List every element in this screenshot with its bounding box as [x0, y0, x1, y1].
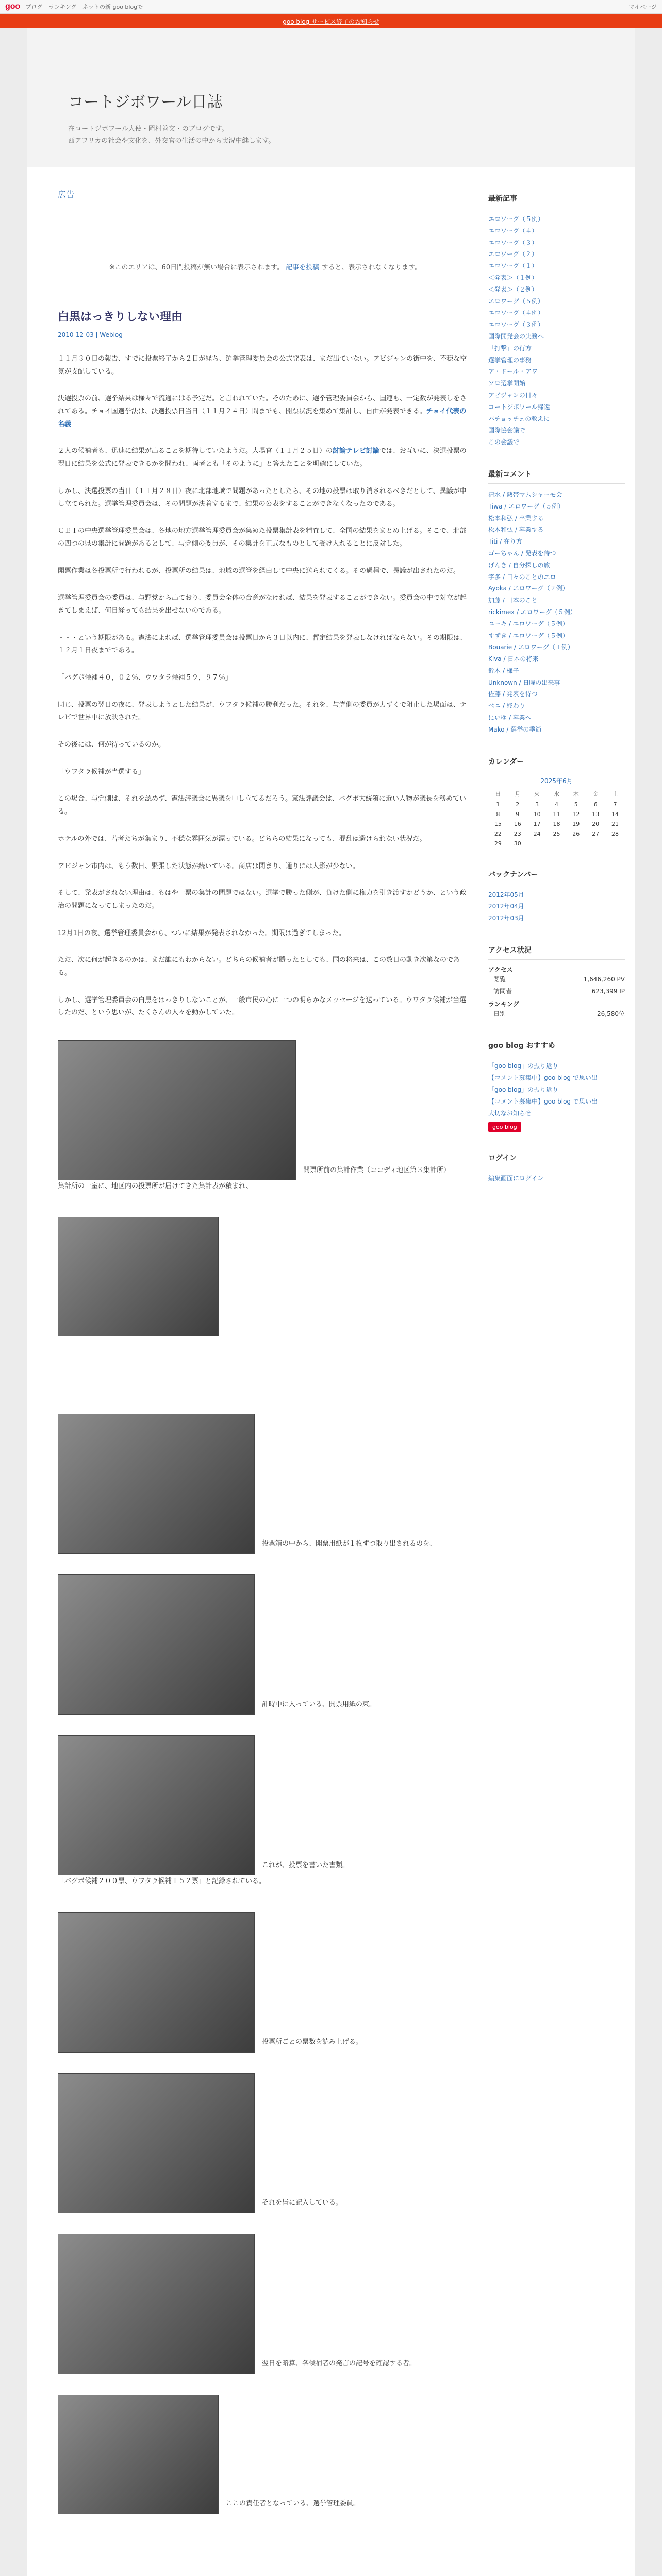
- post-paragraph: ホテルの外では、若者たちが集まり、不穏な雰囲気が漂っている。どちらの結果になっても、混乱は避けられない状況だ。: [58, 835, 426, 843]
- access-value: 1,646,260 PV: [583, 976, 625, 984]
- comment-item[interactable]: 松本和弘 / 卒業する: [488, 514, 544, 522]
- calendar-day: [527, 839, 547, 849]
- post-paragraph: ただ、次に何が起きるのかは、まだ誰にもわからない。どちらの候補者が勝ったとしても、国の将来は、この数日の動き次第なのである。: [58, 956, 460, 977]
- photo-image[interactable]: [58, 2395, 219, 2514]
- calendar-day: [547, 839, 567, 849]
- calendar-day: 28: [611, 830, 619, 837]
- post-paragraph: しかし、決選投票の当日（１１月２８日）夜に北部地域で問題があったとしたら、その地の投票は取り消されるべきだとして、異議が申し立てられた。選挙管理委員会は、その問題が決着するまで、結果の公表をすることができなくなったのである。: [58, 487, 467, 508]
- calendar-day: 20: [592, 820, 600, 827]
- calendar-weekday: 火: [534, 790, 540, 798]
- calendar-title: カレンダー: [488, 756, 625, 771]
- blog-description: [68, 123, 615, 147]
- calendar-day: 14: [611, 810, 619, 818]
- top-link-2[interactable]: ランキング: [48, 4, 77, 10]
- rank-value: 26,580位: [597, 1010, 625, 1018]
- recent-posts-list: [488, 213, 625, 448]
- post-paragraph: 同じ、投票の翌日の夜に、発表しようとした結果が、ウワタラ候補の勝利だった。それを、与党側の委員が力ずくで阻止した場面は、テレビで世界中に放映された。: [58, 701, 467, 722]
- backnumber-item[interactable]: 2012年04月: [488, 903, 524, 910]
- calendar-day: 2: [516, 801, 520, 808]
- photo-caption: 投票所ごとの票数を読み上げる。: [262, 2038, 363, 2046]
- post-paragraph: １１月３０日の報告、すでに投票終了から２日が経ち、選挙管理委員会の公式発表は、まだ出ていない。アビジャンの街中を、不穏な空気が支配している。: [58, 355, 467, 376]
- recent-post-item[interactable]: エロワーグ（２）: [488, 250, 538, 258]
- ranking-row: [488, 1008, 625, 1020]
- calendar-weekday: 土: [612, 790, 618, 798]
- top-bar: [0, 0, 662, 14]
- photo-image[interactable]: [58, 1040, 296, 1180]
- calendar-day: 26: [572, 830, 580, 837]
- calendar-day: 23: [514, 830, 521, 837]
- post-paragraph: 「ウワタラ候補が当選する」: [58, 768, 145, 776]
- access-row: [488, 986, 625, 997]
- recent-post-item[interactable]: エロワーグ（３）: [488, 239, 538, 246]
- recent-comments-block: [488, 469, 625, 736]
- comment-item[interactable]: ゴーちゃん / 発表を待つ: [488, 549, 556, 557]
- photo-row: [58, 1217, 473, 1336]
- post-paragraph: そして、発表がされない理由は、もはや一票の集計の問題ではない。選挙で勝った側が、負けた側に権力を引き渡すかどうか、という政治の問題になってしまったのだ。: [58, 889, 467, 910]
- post-highlight: チョイ代表の名義: [58, 408, 467, 428]
- recent-post-item[interactable]: 国際開発会の実務へ: [488, 332, 544, 340]
- post-article-link[interactable]: 記事を投稿: [286, 264, 320, 272]
- photo-row: [58, 2395, 473, 2514]
- post-title[interactable]: 白黒はっきりしない理由: [58, 311, 183, 324]
- post-paragraph-text: 決選投票の前、選挙結果は様々で流通にはる予定だ。と言われていた。そのために、選挙管理委員会から、国連も、一定数が発表しをされてある。チョイ国選挙法は、決選投票日当日（１１月２４日）間までも、開票状況を集めて集計し、自由が発表できる。: [58, 395, 467, 416]
- calendar-day: 27: [592, 830, 600, 837]
- calendar-day: 29: [494, 840, 502, 847]
- recent-post-item[interactable]: エロワーグ（３例）: [488, 321, 544, 329]
- calendar-month: 2025年6月: [540, 777, 573, 785]
- goo-recommend-block: [488, 1040, 625, 1132]
- backnumber-title: バックナンバー: [488, 869, 625, 884]
- post-inline-link[interactable]: 討論テレビ討論: [333, 447, 379, 455]
- top-link-1[interactable]: ブログ: [25, 4, 43, 10]
- backnumber-block: [488, 869, 625, 924]
- calendar-day: 13: [592, 810, 600, 818]
- blog-desc-line2: 西アフリカの社会や文化を、外交官の生活の中から実況中継します。: [68, 137, 275, 145]
- calendar-day: [586, 839, 605, 849]
- calendar-weekday: 月: [515, 790, 521, 798]
- photo-row: [58, 1912, 473, 2053]
- recent-post-item[interactable]: エロワーグ（１）: [488, 262, 538, 270]
- calendar-day: 10: [533, 810, 541, 818]
- recent-post-item[interactable]: 選挙管理の事務: [488, 356, 532, 364]
- post-paragraph: アビジャン市内は、もう数日、緊張した状態が続いている。商店は閉まり、通りには人影が少ない。: [58, 862, 359, 870]
- calendar-weekday: 水: [553, 790, 559, 798]
- recent-posts-block: [488, 193, 625, 448]
- access-label: 閲覧: [493, 976, 506, 984]
- comment-item[interactable]: Unknown / 日曜の出来事: [488, 679, 560, 686]
- comment-item[interactable]: 宇多 / 日々のことのエロ: [488, 573, 556, 581]
- recent-posts-title: 最新記事: [488, 193, 625, 208]
- post-paragraph: 開票作業は各投票所で行われるが、投票所の結果は、地域の選管を経由して中央に送られてくる。その過程で、異議が出されたのだ。: [58, 567, 460, 575]
- comment-item[interactable]: すずき / エロワーグ（５例）: [488, 632, 569, 639]
- recent-post-item[interactable]: 「打撃」の行方: [488, 344, 532, 352]
- photo-caption: 「バグボ候補２００票、ウワタラ候補１５２票」と記録されている。: [58, 1877, 266, 1886]
- recent-comments-list: [488, 489, 625, 736]
- post-paragraph: その後には、何が待っているのか。: [58, 741, 166, 749]
- comment-item[interactable]: Kiva / 日本の将来: [488, 655, 539, 663]
- ranking-label: ランキング: [488, 1000, 519, 1008]
- photo-caption: ここの責任者となっている、選挙管理委員。: [226, 2500, 360, 2508]
- photo-row: [58, 2234, 473, 2374]
- goo-recommend-item[interactable]: 「goo blog」の振り返り: [488, 1086, 559, 1094]
- comment-item[interactable]: 佐藤 / 発表を待つ: [488, 690, 538, 698]
- goo-logo[interactable]: goo: [5, 2, 21, 11]
- recent-comments-title: 最新コメント: [488, 469, 625, 484]
- calendar-day: 4: [554, 801, 558, 808]
- comment-item[interactable]: Bouarie / エロワーグ（１例）: [488, 643, 574, 651]
- photo-row: [58, 1040, 473, 1180]
- calendar-day: 21: [611, 820, 619, 827]
- comment-item[interactable]: 鈴木 / 様子: [488, 667, 519, 674]
- calendar-day: 19: [572, 820, 580, 827]
- recent-post-item[interactable]: アビジャンの日々: [488, 391, 538, 399]
- goo-recommend-item[interactable]: 大切なお知らせ: [488, 1109, 532, 1117]
- post-paragraph: この場合、与党側は、それを認めず、憲法評議会に異議を申し立てるだろう。憲法評議会は、バグボ大統領に近い人物が議長を務めている。: [58, 795, 466, 816]
- photo-row: [58, 2073, 473, 2213]
- page-container: [27, 167, 635, 2576]
- photo-image[interactable]: [58, 1574, 255, 1715]
- photo-row: [58, 1414, 473, 1554]
- comment-item[interactable]: Mako / 選挙の季節: [488, 725, 542, 733]
- calendar-weekday: 日: [495, 790, 501, 798]
- access-subtitle: アクセス: [488, 966, 513, 974]
- calendar-day: 11: [553, 810, 560, 818]
- login-list: [488, 1173, 625, 1184]
- backnumber-list: [488, 889, 625, 924]
- goo-recommend-title: goo blog おすすめ: [488, 1040, 625, 1055]
- login-block: [488, 1153, 625, 1184]
- photo-image[interactable]: [58, 2234, 255, 2374]
- photo-caption: 集計所の一室に、地区内の投票所が届けてきた集計表が積まれ、: [58, 1182, 253, 1190]
- calendar-day: 30: [514, 840, 521, 847]
- post-paragraph: 「バグボ候補４０，０２％、ウワタラ候補５９，９７％」: [58, 674, 232, 682]
- calendar-day: 1: [496, 801, 500, 808]
- comment-item[interactable]: rickimex / エロワーグ（５例）: [488, 608, 576, 616]
- goo-recommend-list: [488, 1060, 625, 1119]
- comment-item[interactable]: 松本和弘 / 卒業する: [488, 526, 544, 534]
- comment-item[interactable]: 清水 / 熱帯マムシャーモ会: [488, 490, 562, 498]
- calendar-weekday: 金: [592, 790, 599, 798]
- calendar-day: 25: [553, 830, 560, 837]
- calendar-day: 7: [613, 801, 617, 808]
- recent-post-item[interactable]: ＜発表＞（２例）: [488, 285, 538, 293]
- post-paragraph: [58, 445, 473, 470]
- goo-blog-button[interactable]: goo blog: [488, 1122, 521, 1132]
- photo-caption: 投票箱の中から、開票用紙が１枚ずつ取り出されるのを、: [262, 1540, 437, 1548]
- goo-recommend-item[interactable]: 「goo blog」の振り返り: [488, 1062, 559, 1070]
- recent-post-item[interactable]: 国際協会議で: [488, 427, 526, 434]
- calendar-day: 16: [514, 820, 521, 827]
- comment-item[interactable]: ベニ / 終わり: [488, 702, 525, 710]
- calendar-day: [605, 839, 625, 849]
- access-title: アクセス状況: [488, 945, 625, 960]
- recent-post-item[interactable]: エロワーグ（５例）: [488, 215, 544, 223]
- login-link[interactable]: 編集画面にログイン: [488, 1175, 544, 1182]
- comment-item[interactable]: Tiwa / エロワーグ（５例）: [488, 502, 565, 510]
- backnumber-item[interactable]: 2012年05月: [488, 891, 524, 899]
- ad-label: 広告: [58, 190, 75, 199]
- sidebar: [488, 183, 635, 2576]
- photo-image[interactable]: [58, 1912, 255, 2053]
- comment-item[interactable]: Titi / 在り方: [488, 538, 523, 546]
- recent-post-item[interactable]: バチョッチェの教えに: [488, 415, 550, 422]
- photo-caption: 翌日を暗算、各候補者の発言の記号を確認する者。: [262, 2360, 417, 2368]
- post-body: [58, 353, 473, 2514]
- post-paragraph: しかし、選挙管理委員会の白黒をはっきりしないことが、一般市民の心に一つの明らかなメッセージを送っている。ウワタラ候補が当選したのだ、という思いが、たくさんの人々を動かしていた。: [58, 996, 467, 1017]
- photo-caption: 計時中に入っている、開票用紙の束。: [262, 1701, 376, 1708]
- photo-image[interactable]: [58, 1217, 219, 1336]
- goo-recommend-item[interactable]: 【コメント募集中】goo blog で思い出: [488, 1097, 598, 1105]
- post-paragraph-text: ２人の候補者も、迅速に結果が出ることを期待していたようだ。大場官（１１月２５日）の: [58, 447, 333, 455]
- blog-desc-line1: 在コートジボワール大使・岡村善文・のブログです。: [68, 125, 228, 133]
- photo-row: [58, 1574, 473, 1715]
- backnumber-item[interactable]: 2012年03月: [488, 914, 524, 922]
- comment-item[interactable]: げんき / 自分探しの旅: [488, 561, 550, 569]
- rank-label: 日別: [493, 1010, 506, 1018]
- post-paragraph: 選挙管理委員会の委員は、与野党から出ており、委員会全体の合意がなければ、結果を発表することができない。委員会の中で対立が起きてしまえば、何日経っても結果を出せないのである。: [58, 594, 467, 615]
- access-block: [488, 945, 625, 1020]
- post-paragraph-text: では、お互いに、決選投票の翌日に結果を公式に発表できるかを問われ、両者とも「そのように」と答えたことを明確にしていた。: [58, 447, 467, 468]
- calendar-day: 6: [593, 801, 598, 808]
- calendar-day: 5: [574, 801, 578, 808]
- ad-note-prefix: ※このエリアは、60日間投稿が無い場合に表示されます。: [109, 264, 284, 272]
- comment-item[interactable]: ユーキ / エロワーグ（５例）: [488, 620, 569, 628]
- calendar-day: 24: [533, 830, 541, 837]
- service-notice-link[interactable]: goo blog サービス終了のお知らせ: [283, 18, 379, 25]
- calendar-day: 22: [494, 830, 502, 837]
- post-meta[interactable]: 2010-12-03 | Weblog: [58, 331, 123, 338]
- recent-post-item[interactable]: ア・ドール・アワ: [488, 368, 538, 376]
- photo-caption: それを皆に記入している。: [262, 2199, 343, 2207]
- ad-note: [58, 262, 473, 272]
- recent-post-item[interactable]: ソロ選挙開始: [488, 380, 526, 387]
- top-link-3[interactable]: ネットの新 goo blogで: [82, 4, 143, 10]
- photo-image[interactable]: [58, 1735, 255, 1875]
- comment-item[interactable]: 加藤 / 日本のこと: [488, 597, 538, 604]
- goo-recommend-item[interactable]: 【コメント募集中】goo blog で思い出: [488, 1074, 598, 1082]
- calendar-block: [488, 756, 625, 849]
- ad-note-suffix: すると、表示されなくなります。: [321, 264, 422, 272]
- comment-item[interactable]: Ayoka / エロワーグ（２例）: [488, 585, 569, 592]
- photo-caption: 開票所前の集計作業（ココディ地区第３集計所）: [303, 1166, 450, 1174]
- access-row: [488, 974, 625, 986]
- access-value: 623,399 IP: [591, 987, 625, 995]
- photo-row: [58, 1735, 473, 1875]
- recent-post-item[interactable]: エロワーグ（４）: [488, 227, 538, 234]
- recent-post-item[interactable]: エロワーグ（４例）: [488, 309, 544, 317]
- comment-item[interactable]: にいゆ / 卒業へ: [488, 714, 532, 722]
- calendar-day: 8: [496, 810, 500, 818]
- photo-caption: これが、投票を書いた書類。: [262, 1861, 350, 1869]
- post-paragraph: ・・・という期限がある。憲法によれば、選挙管理委員会は投票日から３日以内に、暫定結果を発表しなければならない。その期限は、１２月１日夜までである。: [58, 634, 467, 655]
- mypage-link[interactable]: マイページ: [628, 4, 657, 10]
- photo-image[interactable]: [58, 2073, 255, 2213]
- calendar-day: 17: [533, 820, 541, 827]
- recent-post-item[interactable]: コートジボワール帰還: [488, 403, 550, 411]
- recent-post-item[interactable]: ＜発表＞（１例）: [488, 274, 538, 281]
- calendar-day: 3: [535, 801, 539, 808]
- login-title: ログイン: [488, 1153, 625, 1167]
- blog-title[interactable]: コートジボワール日誌: [68, 93, 223, 111]
- access-label: 訪問者: [493, 987, 512, 995]
- post-paragraph: [58, 393, 473, 431]
- blog-header: [27, 28, 635, 167]
- main-content: [27, 183, 488, 2576]
- photo-image[interactable]: [58, 1414, 255, 1554]
- calendar-day: 18: [553, 820, 560, 827]
- post-paragraph: 12月1日の夜、選挙管理委員会から、ついに結果が発表されなかった。期限は過ぎてしまった。: [58, 929, 345, 937]
- calendar-table: [488, 788, 625, 849]
- post-paragraph: ＣＥＩの中央選挙管理委員会は、各地の地方選挙管理委員会が集めた投票集計表を精査して、全国の結果をまとめ上げる。そこで、北部の四つの県の集計に問題があるとして、与党側の委員が、その集計を正式なものとして受け入れることに反対した。: [58, 527, 467, 548]
- calendar-day: [566, 839, 586, 849]
- recent-post-item[interactable]: この会議で: [488, 438, 520, 446]
- service-notice-bar: [0, 14, 662, 28]
- calendar-weekday: 木: [573, 790, 579, 798]
- calendar-day: 12: [572, 810, 580, 818]
- recent-post-item[interactable]: エロワーグ（５例）: [488, 297, 544, 305]
- calendar-day: 15: [494, 820, 502, 827]
- calendar-day: 9: [516, 810, 520, 818]
- top-links: [25, 3, 147, 11]
